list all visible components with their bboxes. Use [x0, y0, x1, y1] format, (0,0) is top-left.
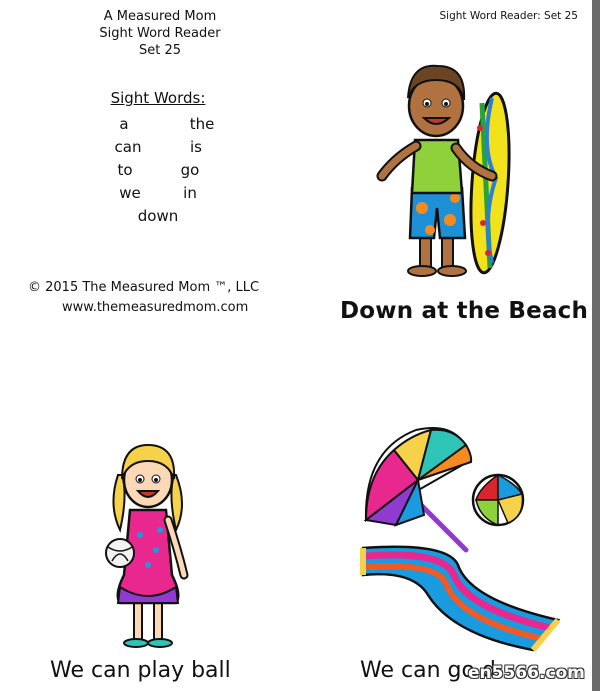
- copyright-line: © 2015 The Measured Mom ™, LLC: [28, 280, 260, 295]
- word-down: down: [137, 207, 179, 225]
- header-right: Sight Word Reader: Set 25: [439, 10, 578, 22]
- sight-words-heading: Sight Words:: [110, 89, 206, 107]
- word-a: a: [119, 115, 129, 133]
- watermark: en5566.com: [468, 663, 585, 683]
- header-line-2: Sight Word Reader: [99, 26, 221, 41]
- beach-umbrella-icon: [356, 420, 486, 555]
- cover-title: Down at the Beach: [340, 298, 589, 324]
- copyright-block: [28, 278, 259, 318]
- girl-with-ball-icon: [98, 435, 198, 655]
- word-to: to: [117, 161, 133, 179]
- window-edge: [592, 0, 600, 691]
- word-is: is: [190, 138, 202, 156]
- word-can: can: [114, 138, 142, 156]
- header-line-3: Set 25: [138, 43, 182, 58]
- page2-caption: We can play ball: [50, 658, 231, 683]
- word-the: the: [189, 115, 215, 133]
- header-left: [60, 8, 260, 59]
- word-we: we: [119, 184, 141, 202]
- header-line-1: A Measured Mom: [103, 9, 217, 24]
- word-in: in: [183, 184, 197, 202]
- beach-towel-icon: [358, 540, 568, 655]
- boy-with-surfboard-icon: [370, 58, 530, 283]
- beach-ball-icon: [470, 472, 526, 528]
- page3-caption: We can go d: [360, 658, 496, 683]
- website-line: www.themeasuredmom.com: [62, 300, 249, 315]
- word-go: go: [180, 161, 200, 179]
- sight-words-title: [100, 89, 216, 107]
